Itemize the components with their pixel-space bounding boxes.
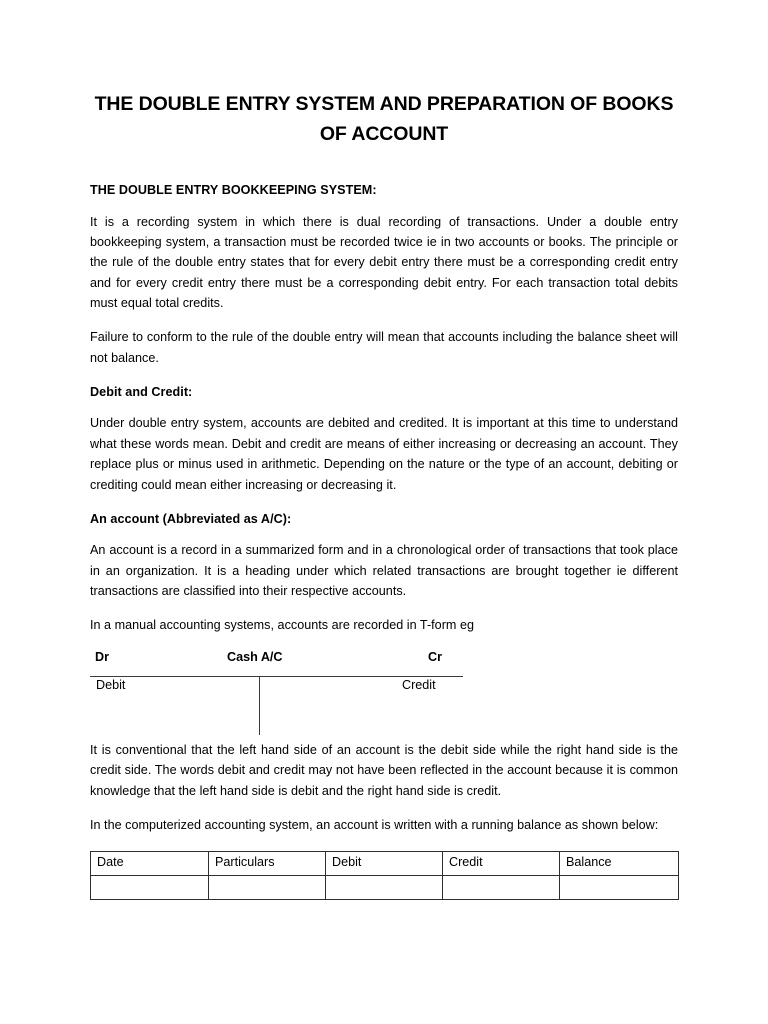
t-account-body-row (90, 672, 678, 734)
cell-credit (443, 876, 560, 900)
ledger-table (90, 851, 679, 900)
cell-balance (560, 876, 679, 900)
t-account-header-row (90, 650, 678, 672)
cell-particulars (209, 876, 326, 900)
cell-debit (326, 876, 443, 900)
t-account-title: Cash A/C (227, 649, 283, 664)
page-title: THE DOUBLE ENTRY SYSTEM AND PREPARATION OF BOOKS OF ACCOUNT (94, 93, 674, 145)
paragraph-bookkeeping-system-2: Failure to conform to the rule of the double entry will mean that accounts including the balance sheet will not balance. (90, 330, 678, 365)
t-account-credit-abbrev: Cr (428, 649, 442, 664)
table-row (91, 876, 679, 900)
paragraph-an-account-3: It is conventional that the left hand side of an account is the debit side while the right hand side is the credit side. The words debit and credit may not have been reflected in the account because it is common knowledge that the left hand side is debit and the right hand side is credit. (90, 742, 678, 798)
heading-bookkeeping-system: THE DOUBLE ENTRY BOOKKEEPING SYSTEM: (90, 183, 377, 198)
paragraph-an-account-2: In a manual accounting systems, accounts are recorded in T-form eg (90, 618, 474, 633)
column-header-date: Date (91, 852, 209, 876)
paragraph-bookkeeping-system-1: It is a recording system in which there is dual recording of transactions. Under a double entry bookkeeping system, a transaction must be recorded twice ie in two accounts or books. The principle or the rule of the double entry states that for every debit entry there must be a corresponding credit entry and for every credit entry there must be a corresponding debit entry. For each transaction total debits must equal total credits. (90, 214, 678, 311)
column-header-particulars: Particulars (209, 852, 326, 876)
column-header-debit: Debit (326, 852, 443, 876)
t-account-debit-label: Debit (96, 677, 126, 692)
column-header-credit: Credit (443, 852, 560, 876)
t-account-debit-abbrev: Dr (95, 649, 109, 664)
paragraph-an-account-4: In the computerized accounting system, an account is written with a running balance as shown below: (90, 818, 659, 833)
column-header-balance: Balance (560, 852, 679, 876)
cell-date (91, 876, 209, 900)
table-header-row (91, 852, 679, 876)
paragraph-debit-and-credit-1: Under double entry system, accounts are debited and credited. It is important at this time to understand what these words mean. Debit and credit are means of either increasing or decreasing an account. They replace plus or minus used in arithmetic. Depending on the nature or the type of an account, debiting or crediting could mean either increasing or decreasing it. (90, 416, 678, 492)
t-account-diagram (90, 650, 678, 734)
heading-debit-and-credit: Debit and Credit: (90, 385, 193, 400)
heading-an-account: An account (Abbreviated as A/C): (90, 512, 292, 527)
t-account-credit-label: Credit (402, 677, 436, 692)
paragraph-an-account-1: An account is a record in a summarized form and in a chronological order of transactions that took place in an organization. It is a heading under which related transactions are brought together ie different transactions are classified into their respective accounts. (90, 543, 678, 599)
